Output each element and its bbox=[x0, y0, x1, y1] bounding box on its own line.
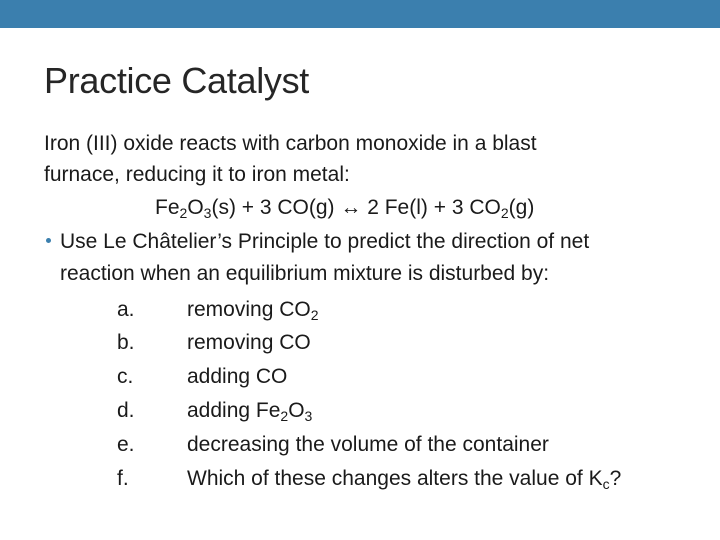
item-d-mid: O bbox=[288, 399, 305, 422]
item-letter-b: b. bbox=[117, 331, 135, 354]
equation-o: O bbox=[187, 196, 204, 219]
item-a-sub: 2 bbox=[310, 307, 319, 323]
item-d-sub2: 3 bbox=[304, 408, 313, 424]
chemical-equation bbox=[155, 196, 534, 220]
bullet-line-1: Use Le Châtelier’s Principle to predict the direction of net bbox=[60, 230, 590, 253]
item-letter-e: e. bbox=[117, 433, 135, 456]
item-text-c: adding CO bbox=[187, 365, 288, 388]
item-f-tail: ? bbox=[609, 467, 622, 490]
item-text-b: removing CO bbox=[187, 331, 311, 354]
bullet-line-2: reaction when an equilibrium mixture is disturbed by: bbox=[60, 262, 550, 285]
item-letter-c: c. bbox=[117, 365, 134, 388]
intro-line-2: furnace, reducing it to iron metal: bbox=[44, 163, 350, 186]
header-bar bbox=[0, 0, 720, 28]
item-d-sub: 2 bbox=[280, 408, 289, 424]
equation-sub-3: 3 bbox=[203, 205, 212, 221]
slide-title: Practice Catalyst bbox=[44, 60, 309, 101]
equation-end: (g) bbox=[508, 196, 535, 219]
item-text-e: decreasing the volume of the container bbox=[187, 433, 549, 456]
equation-fe: Fe bbox=[155, 196, 180, 219]
item-a-text: removing CO bbox=[187, 298, 311, 321]
item-f-text: Which of these changes alters the value of K bbox=[187, 467, 603, 490]
item-letter-d: d. bbox=[117, 399, 135, 422]
item-d-text: adding Fe bbox=[187, 399, 281, 422]
item-letter-a: a. bbox=[117, 298, 135, 321]
item-f-sub: c bbox=[602, 476, 610, 492]
item-text-a bbox=[187, 298, 319, 322]
equation-sub-co2: 2 bbox=[500, 205, 509, 221]
item-letter-f: f. bbox=[117, 467, 129, 490]
item-text-d bbox=[187, 399, 312, 423]
intro-line-1: Iron (III) oxide reacts with carbon monoxide in a blast bbox=[44, 132, 537, 155]
item-text-f bbox=[187, 467, 621, 491]
bullet-dot-icon bbox=[46, 238, 51, 243]
equation-sub-2: 2 bbox=[179, 205, 188, 221]
equation-middle: (s) + 3 CO(g) ↔ 2 Fe(l) + 3 CO bbox=[211, 196, 501, 219]
